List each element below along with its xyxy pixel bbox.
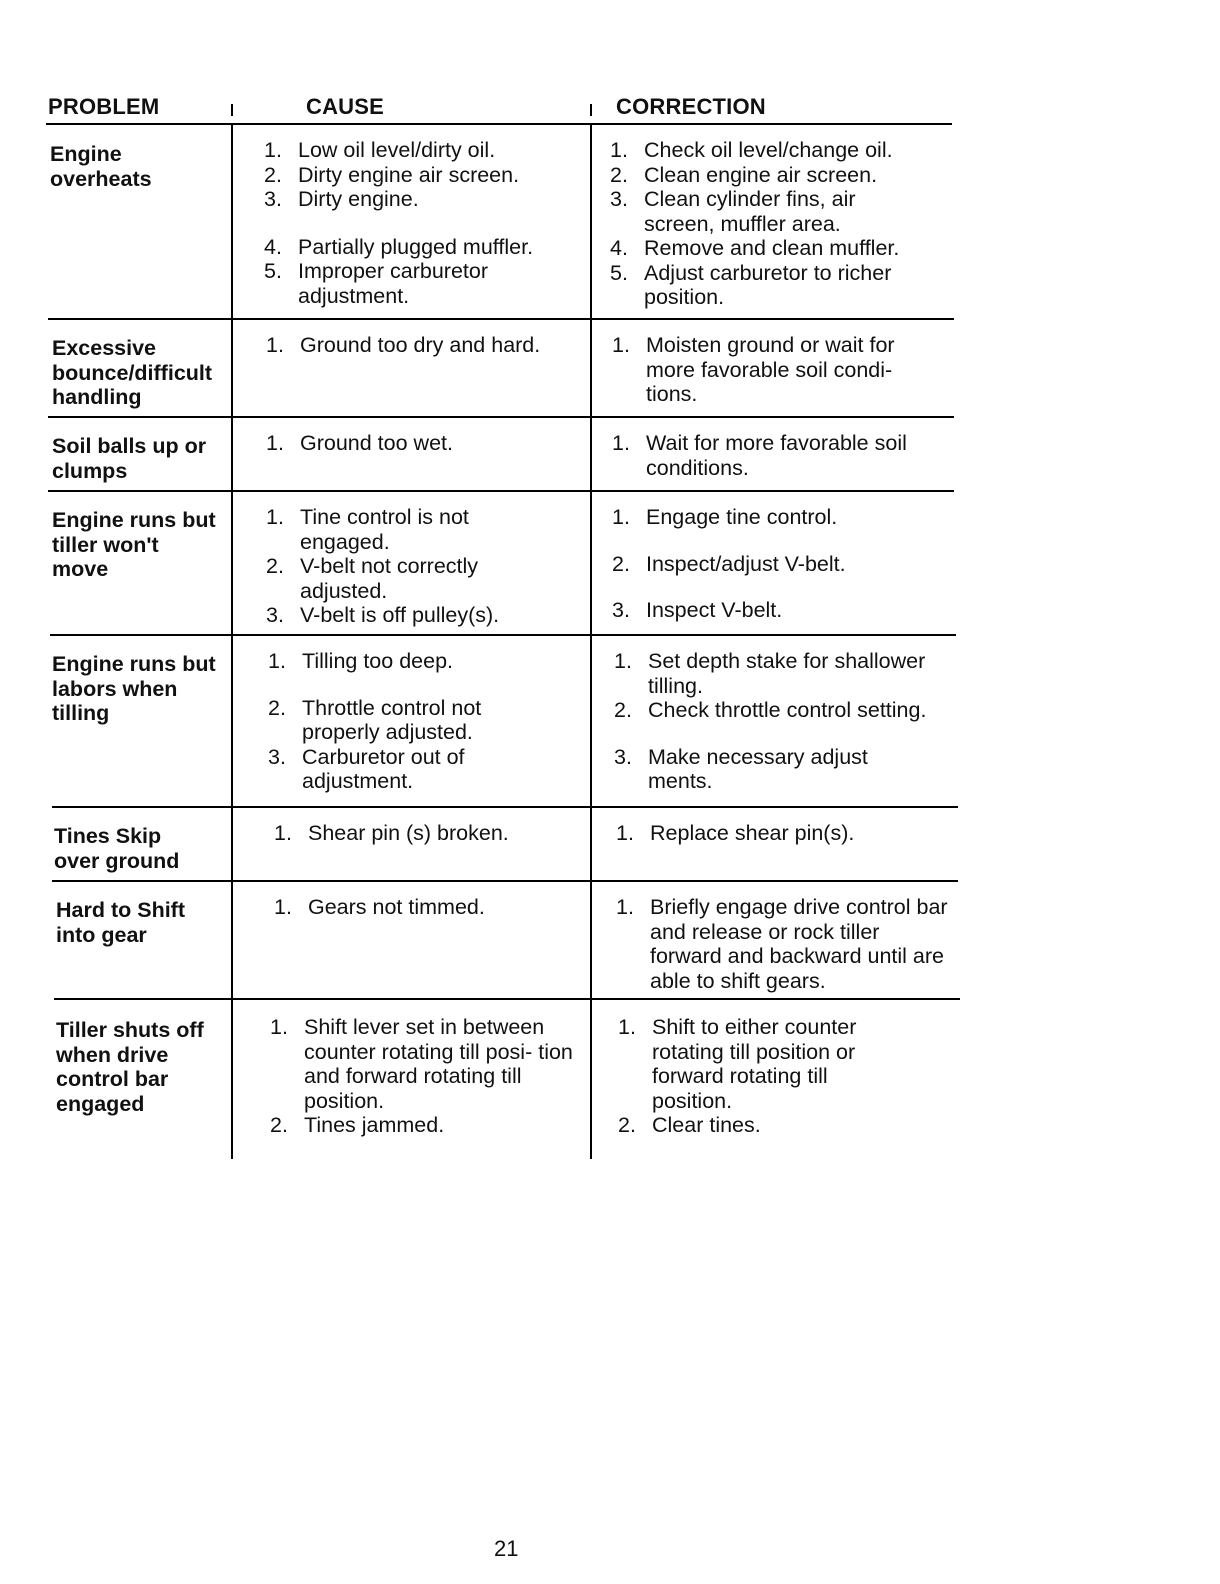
problem-cell: Engine overheats: [50, 142, 152, 191]
problem-cell: Engine runs but labors when tilling: [52, 652, 216, 725]
list-item: 1. Ground too dry and hard.: [266, 333, 541, 357]
problem-cell: Tiller shuts off when drive control bar engaged: [56, 1018, 204, 1116]
header-divider-tick: [590, 104, 592, 116]
correction-cell: [612, 505, 922, 623]
list-item: 2. V-belt not correctly adjusted.: [266, 554, 479, 603]
row-divider: [48, 318, 954, 320]
list-item: 1. Wait for more favorable soil conditions.: [612, 431, 907, 480]
list-item: 1. Shear pin (s) broken.: [274, 821, 509, 845]
problem-cell: Engine runs but tiller won't move: [52, 508, 216, 581]
row-divider: [54, 998, 960, 1000]
cause-cell: [266, 333, 576, 358]
list-item: 5. Improper carburetor adjustment.: [264, 259, 488, 308]
list-item: 1. Tine control is not engaged.: [266, 505, 469, 554]
list-item: 1. Gears not timmed.: [274, 895, 485, 919]
problem-cell: Excessive bounce/difficult handling: [52, 336, 213, 409]
row-divider: [52, 806, 958, 808]
row-divider: [50, 634, 956, 636]
correction-cell: [616, 821, 926, 846]
correction-cell: [616, 895, 956, 993]
cause-cell: [266, 505, 576, 628]
list-item: 1. Moisten ground or wait for more favorable soil condi- tions.: [612, 333, 895, 406]
list-item: 2. Tines jammed.: [270, 1113, 445, 1137]
list-item: 4. Remove and clean muffler.: [610, 236, 900, 260]
list-item: 5. Adjust carburetor to richer position.: [610, 260, 892, 309]
correction-cell: [618, 1015, 928, 1138]
list-item: 2. Check throttle control setting.: [614, 698, 927, 722]
problem-cell: Soil balls up or clumps: [52, 434, 207, 483]
list-item: 2. Throttle control not properly adjusted.: [268, 695, 482, 744]
column-separator: [231, 123, 233, 1159]
cause-cell: [270, 1015, 580, 1138]
header-correction: CORRECTION: [616, 94, 766, 119]
list-item: 4. Partially plugged muffler.: [264, 234, 534, 259]
list-item: 1. Shift to either counter rotating till position or forward rotating till position.: [618, 1015, 857, 1113]
list-item: 1. Check oil level/change oil.: [610, 138, 893, 162]
problem-cell: Tines Skip over ground: [54, 824, 180, 873]
correction-cell: [612, 333, 922, 407]
problem-cell: Hard to Shift into gear: [56, 898, 185, 947]
header-divider-tick: [231, 104, 233, 116]
list-item: 1. Tilling too deep.: [268, 649, 453, 673]
list-item: 1. Briefly engage drive control bar and release or rock tiller forward and backward until are able to shift gears.: [616, 895, 948, 993]
row-divider: [48, 416, 954, 418]
row-divider: [52, 880, 958, 882]
list-item: 2. Inspect/adjust V-belt.: [612, 551, 846, 576]
list-item: 1. Replace shear pin(s).: [616, 821, 855, 845]
cause-cell: [268, 649, 578, 794]
cause-cell: [266, 431, 576, 456]
correction-cell: [612, 431, 922, 480]
list-item: 1. Ground too wet.: [266, 431, 453, 455]
list-item: 1. Engage tine control.: [612, 505, 838, 529]
list-item: 3. Make necessary adjust ments.: [614, 744, 868, 793]
page-number: 21: [494, 1536, 519, 1561]
list-item: 3. Inspect V-belt.: [612, 598, 783, 622]
list-item: 2. Clean engine air screen.: [610, 162, 878, 187]
list-item: 2. Clear tines.: [618, 1113, 761, 1137]
cause-cell: [274, 821, 584, 846]
list-item: 3. Carburetor out of adjustment.: [268, 744, 465, 793]
list-item: 3. V-belt is off pulley(s).: [266, 603, 500, 627]
correction-cell: [614, 649, 954, 794]
list-item: 1. Low oil level/dirty oil.: [264, 138, 496, 162]
list-item: 1. Shift lever set in between counter rotating till posi- tion and forward rotating till position.: [270, 1015, 573, 1113]
cause-cell: [264, 138, 564, 308]
list-item: 1. Set depth stake for shallower tilling.: [614, 649, 926, 698]
cause-cell: [274, 895, 584, 920]
column-separator: [590, 123, 592, 1159]
correction-cell: [610, 138, 930, 310]
list-item: 2. Dirty engine air screen.: [264, 162, 520, 187]
header-cause: CAUSE: [306, 94, 385, 119]
list-item: 3. Clean cylinder fins, air screen, muffler area.: [610, 187, 856, 236]
header-problem: PROBLEM: [48, 94, 160, 119]
header-rule: [46, 123, 952, 125]
row-divider: [48, 490, 954, 492]
list-item: 3. Dirty engine.: [264, 187, 419, 211]
